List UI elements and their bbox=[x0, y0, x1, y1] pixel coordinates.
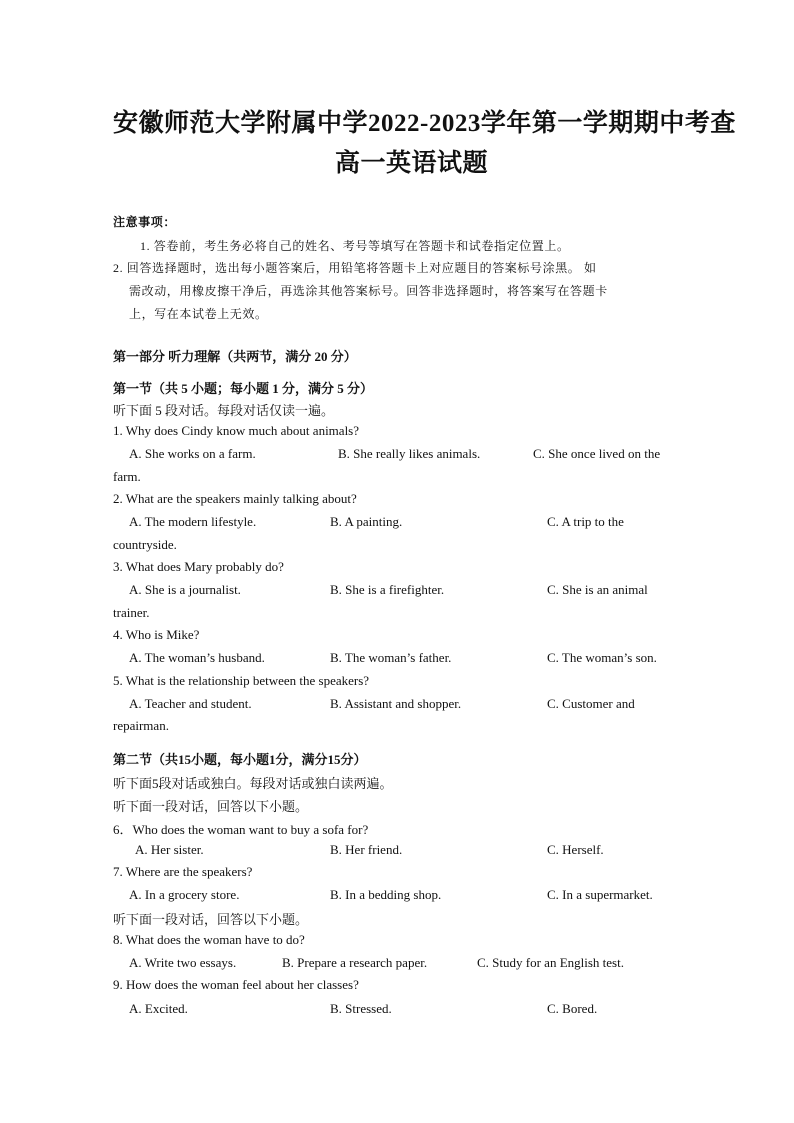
q8-option-c: C. Study for an English test. bbox=[477, 955, 624, 970]
q9-option-b: B. Stressed. bbox=[330, 1001, 392, 1016]
q5-option-b: B. Assistant and shopper. bbox=[330, 696, 462, 711]
q7-option-a: A. In a grocery store. bbox=[129, 887, 240, 902]
notes-heading: 注意事项： bbox=[113, 215, 177, 229]
section2-instruction: 听下面5段对话或独白。每段对话或独白读两遍。 bbox=[113, 776, 393, 791]
q1-option-b: B. She really likes animals. bbox=[338, 446, 481, 461]
section1-instruction: 听下面 5 段对话。每段对话仅读一遍。 bbox=[113, 403, 335, 418]
question-3: 3. What does Mary probably do? bbox=[113, 559, 284, 574]
section2-sub-instruction-1: 听下面一段对话，回答以下小题。 bbox=[113, 799, 309, 814]
q5-option-a: A. Teacher and student. bbox=[129, 696, 252, 711]
q4-option-a: A. The woman’s husband. bbox=[129, 650, 265, 665]
q7-option-b: B. In a bedding shop. bbox=[330, 887, 442, 902]
question-7: 7. Where are the speakers? bbox=[113, 864, 253, 879]
section2-heading: 第二节（共15小题，每小题1分，满分15分） bbox=[113, 752, 367, 767]
question-6: 6．Who does the woman want to buy a sofa for? bbox=[113, 822, 369, 837]
question-1: 1. Why does Cindy know much about animals? bbox=[113, 423, 360, 438]
question-5: 5. What is the relationship between the speakers? bbox=[113, 673, 370, 688]
q9-option-c: C. Bored. bbox=[547, 1001, 598, 1016]
notes-item-1: 1. 答卷前，考生务必将自己的姓名、考号等填写在答题卡和试卷指定位置上。 bbox=[140, 239, 570, 253]
q3-option-b: B. She is a firefighter. bbox=[330, 582, 445, 597]
part1-heading: 第一部分 听力理解（共两节，满分 20 分） bbox=[113, 349, 357, 364]
section2-sub-instruction-2: 听下面一段对话，回答以下小题。 bbox=[113, 912, 309, 927]
exam-subtitle: 高一英语试题 bbox=[335, 150, 489, 177]
q6-option-a: A. Her sister. bbox=[135, 842, 204, 857]
q2-option-c-wrap: countryside. bbox=[113, 537, 177, 552]
exam-title: 安徽师范大学附属中学2022-2023学年第一学期期中考查 bbox=[113, 110, 736, 137]
q1-option-c-wrap: farm. bbox=[113, 469, 141, 484]
q3-option-a: A. She is a journalist. bbox=[129, 582, 241, 597]
q5-option-c: C. Customer and bbox=[547, 696, 635, 711]
question-4: 4. Who is Mike? bbox=[113, 627, 200, 642]
q9-option-a: A. Excited. bbox=[129, 1001, 188, 1016]
q4-option-b: B. The woman’s father. bbox=[330, 650, 452, 665]
q4-option-c: C. The woman’s son. bbox=[547, 650, 657, 665]
notes-item-2-line-2: 需改动，用橡皮擦干净后，再选涂其他答案标号。回答非选择题时，将答案写在答题卡 bbox=[129, 284, 608, 298]
q8-option-a: A. Write two essays. bbox=[129, 955, 237, 970]
q6-option-c: C. Herself. bbox=[547, 842, 604, 857]
q3-option-c: C. She is an animal bbox=[547, 582, 648, 597]
q7-option-c: C. In a supermarket. bbox=[547, 887, 653, 902]
q8-option-b: B. Prepare a research paper. bbox=[282, 955, 428, 970]
q1-option-c: C. She once lived on the bbox=[533, 446, 661, 461]
section1-heading: 第一节（共 5 小题；每小题 1 分，满分 5 分） bbox=[113, 381, 374, 396]
question-2: 2. What are the speakers mainly talking about? bbox=[113, 491, 357, 506]
q3-option-c-wrap: trainer. bbox=[113, 605, 150, 620]
question-9: 9. How does the woman feel about her classes? bbox=[113, 977, 359, 992]
q2-option-c: C. A trip to the bbox=[547, 514, 624, 529]
q2-option-a: A. The modern lifestyle. bbox=[129, 514, 257, 529]
q6-option-b: B. Her friend. bbox=[330, 842, 403, 857]
notes-item-2-line-1: 2. 回答选择题时，选出每小题答案后，用铅笔将答题卡上对应题目的答案标号涂黑。 如 bbox=[113, 261, 597, 275]
question-8: 8. What does the woman have to do? bbox=[113, 932, 305, 947]
q2-option-b: B. A painting. bbox=[330, 514, 403, 529]
notes-item-2-line-3: 上，写在本试卷上无效。 bbox=[129, 307, 268, 321]
q1-option-a: A. She works on a farm. bbox=[129, 446, 256, 461]
q5-option-c-wrap: repairman. bbox=[113, 718, 169, 733]
